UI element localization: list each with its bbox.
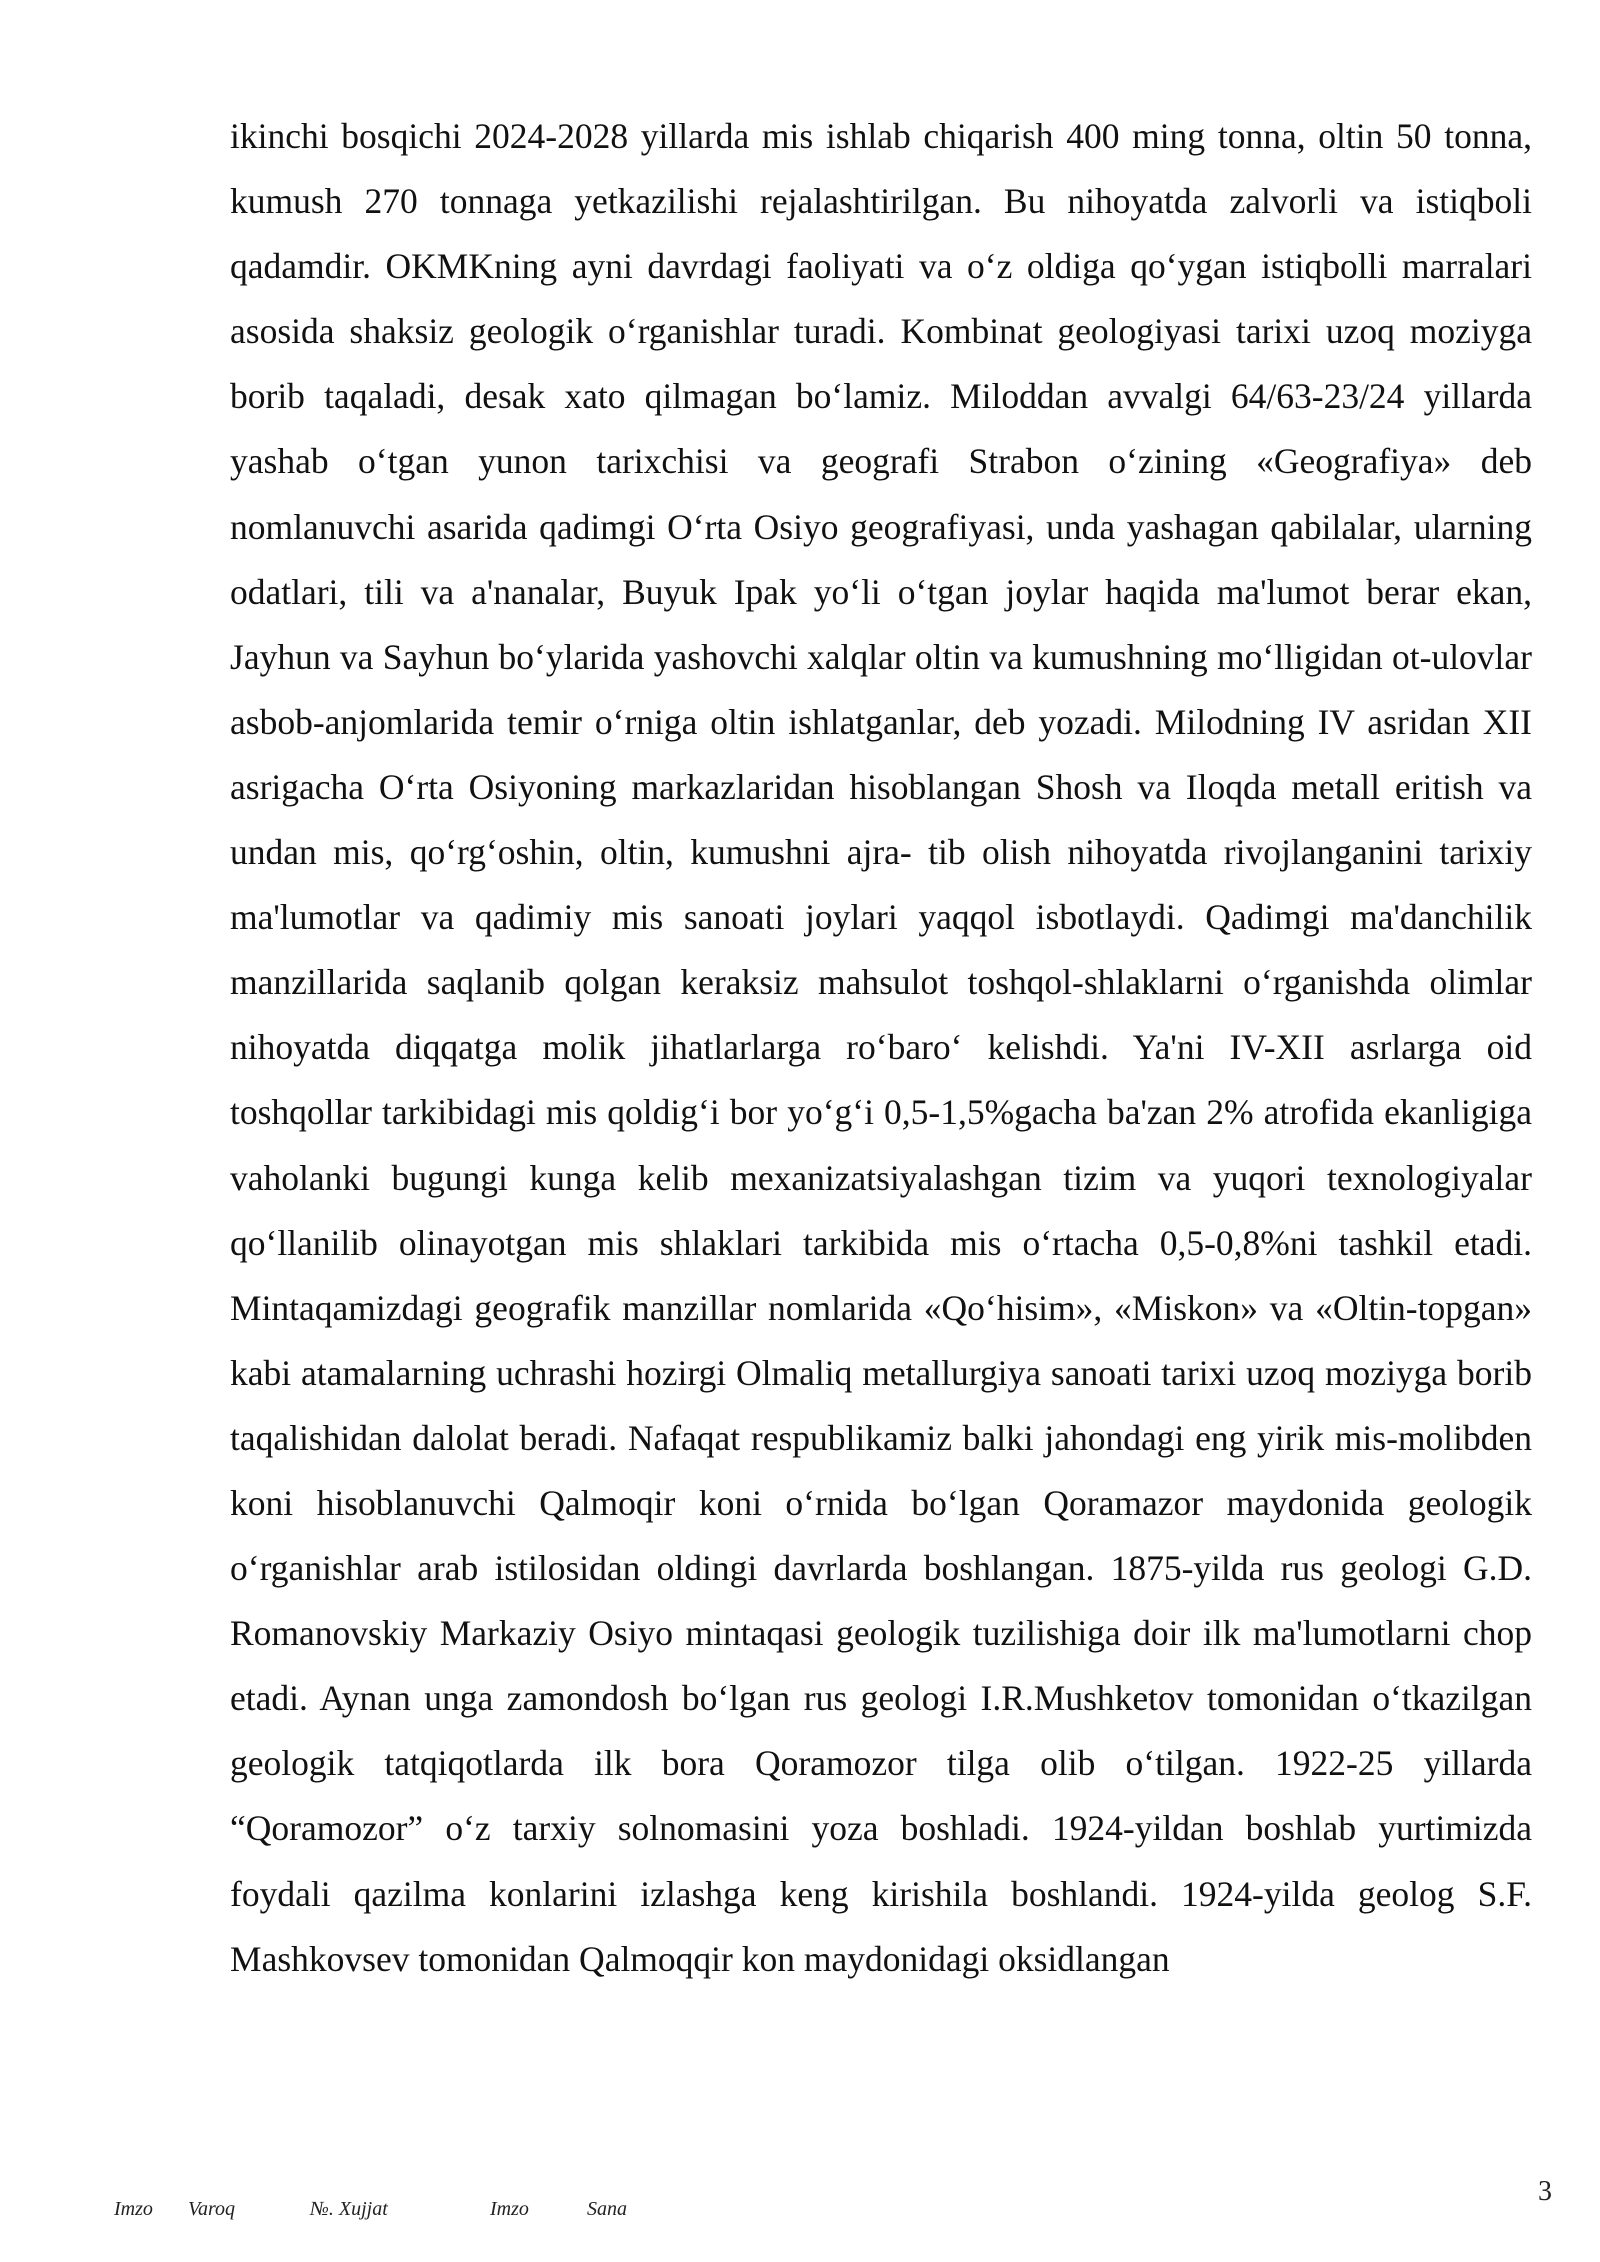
page-number: 3 [1538,2176,1552,2207]
body-paragraph: ikinchi bosqichi 2024-2028 yillarda mis ishlab chiqarish 400 ming tonna, oltin 50 tonna, kumush 270 tonnaga yetkazilishi rejalashtirilgan. Bu nihoyatda zalvorli va istiqboli qadamdir. OKMKning ayni davrdagi faoliyati va o‘z oldiga qo‘ygan istiqbolli marralari asosida shaksiz geologik o‘rganishlar turadi. Kombinat geologiyasi tarixi uzoq moziyga borib taqaladi, desak xato qilmagan bo‘lamiz. Miloddan avvalgi 64/63-23/24 yillarda yashab o‘tgan yunon tarixchisi va geografi Strabon o‘zining «Geografiya» deb nomlanuvchi asarida qadimgi O‘rta Osiyo geografiyasi, unda yashagan qabilalar, ularning odatlari, tili va a'nanalar, Buyuk Ipak yo‘li o‘tgan joylar haqida ma'lumot berar ekan, Jayhun va Sayhun bo‘ylarida yashovchi xalqlar oltin va kumushning mo‘lligidan ot-ulovlar asbob-anjomlarida temir o‘rniga oltin ishlatganlar, deb yozadi. Milodning IV asridan XII asrigacha O‘rta Osiyoning markazlaridan hisoblangan Shosh va Iloqda metall eritish va undan mis, qo‘rg‘oshin, oltin, kumushni ajra- tib olish nihoyatda rivojlanganini tarixiy ma'lumotlar va qadimiy mis sanoati joylari yaqqol isbotlaydi. Qadimgi ma'danchilik manzillarida saqlanib qolgan keraksiz mahsulot toshqol-shlaklarni o‘rganishda olimlar nihoyatda diqqatga molik jihatlarlarga ro‘baro‘ kelishdi. Ya'ni IV-XII asrlarga oid toshqollar tarkibidagi mis qoldig‘i bor yo‘g‘i 0,5-1,5%gacha ba'zan 2% atrofida ekanligiga vaholanki bugungi kunga kelib mexanizatsiyalashgan tizim va yuqori texnologiyalar qo‘llanilib olinayotgan mis shlaklari tarkibida mis o‘rtacha 0,5-0,8%ni tashkil etadi. Mintaqamizdagi geografik manzillar nomlarida «Qo‘hisim», «Miskon» va «Oltin-topgan» kabi atamalarning uchrashi hozirgi Olmaliq metallurgiya sanoati tarixi uzoq moziyga borib taqalishidan dalolat beradi. Nafaqat respublikamiz balki jahondagi eng yirik mis-molibden koni hisoblanuvchi Qalmoqir koni o‘rnida bo‘lgan Qoramazor maydonida geologik o‘rganishlar arab istilosidan oldingi davrlarda boshlangan. 1875-yilda rus geologi G.D. Romanovskiy Markaziy Osiyo mintaqasi geologik tuzilishiga doir ilk ma'lumotlarni chop etadi. Aynan unga zamondosh bo‘lgan rus geologi I.R.Mushketov tomonidan o‘tkazilgan geologik tatqiqotlarda ilk bora Qoramozor tilga olib o‘tilgan. 1922-25 yillarda “Qoramozor” o‘z tarxiy solnomasini yoza boshladi. 1924-yildan boshlab yurtimizda foydali qazilma konlarini izlashga keng kirishila boshlandi. 1924-yilda geolog S.F. Mashkovsev tomonidan Qalmoqqir kon maydonidagi oksidlangan [230,116,1532,1979]
document-page [230,104,1532,2064]
footer-date-label: Sana [587,2198,627,2220]
footer-sheet-label: Varoq [188,2198,236,2220]
stamp-footer [0,2198,1600,2226]
footer-signature-label: Imzo [114,2198,153,2220]
footer-signature2-label: Imzo [490,2198,529,2220]
footer-document-number-label: №. Xujjat [310,2198,388,2220]
